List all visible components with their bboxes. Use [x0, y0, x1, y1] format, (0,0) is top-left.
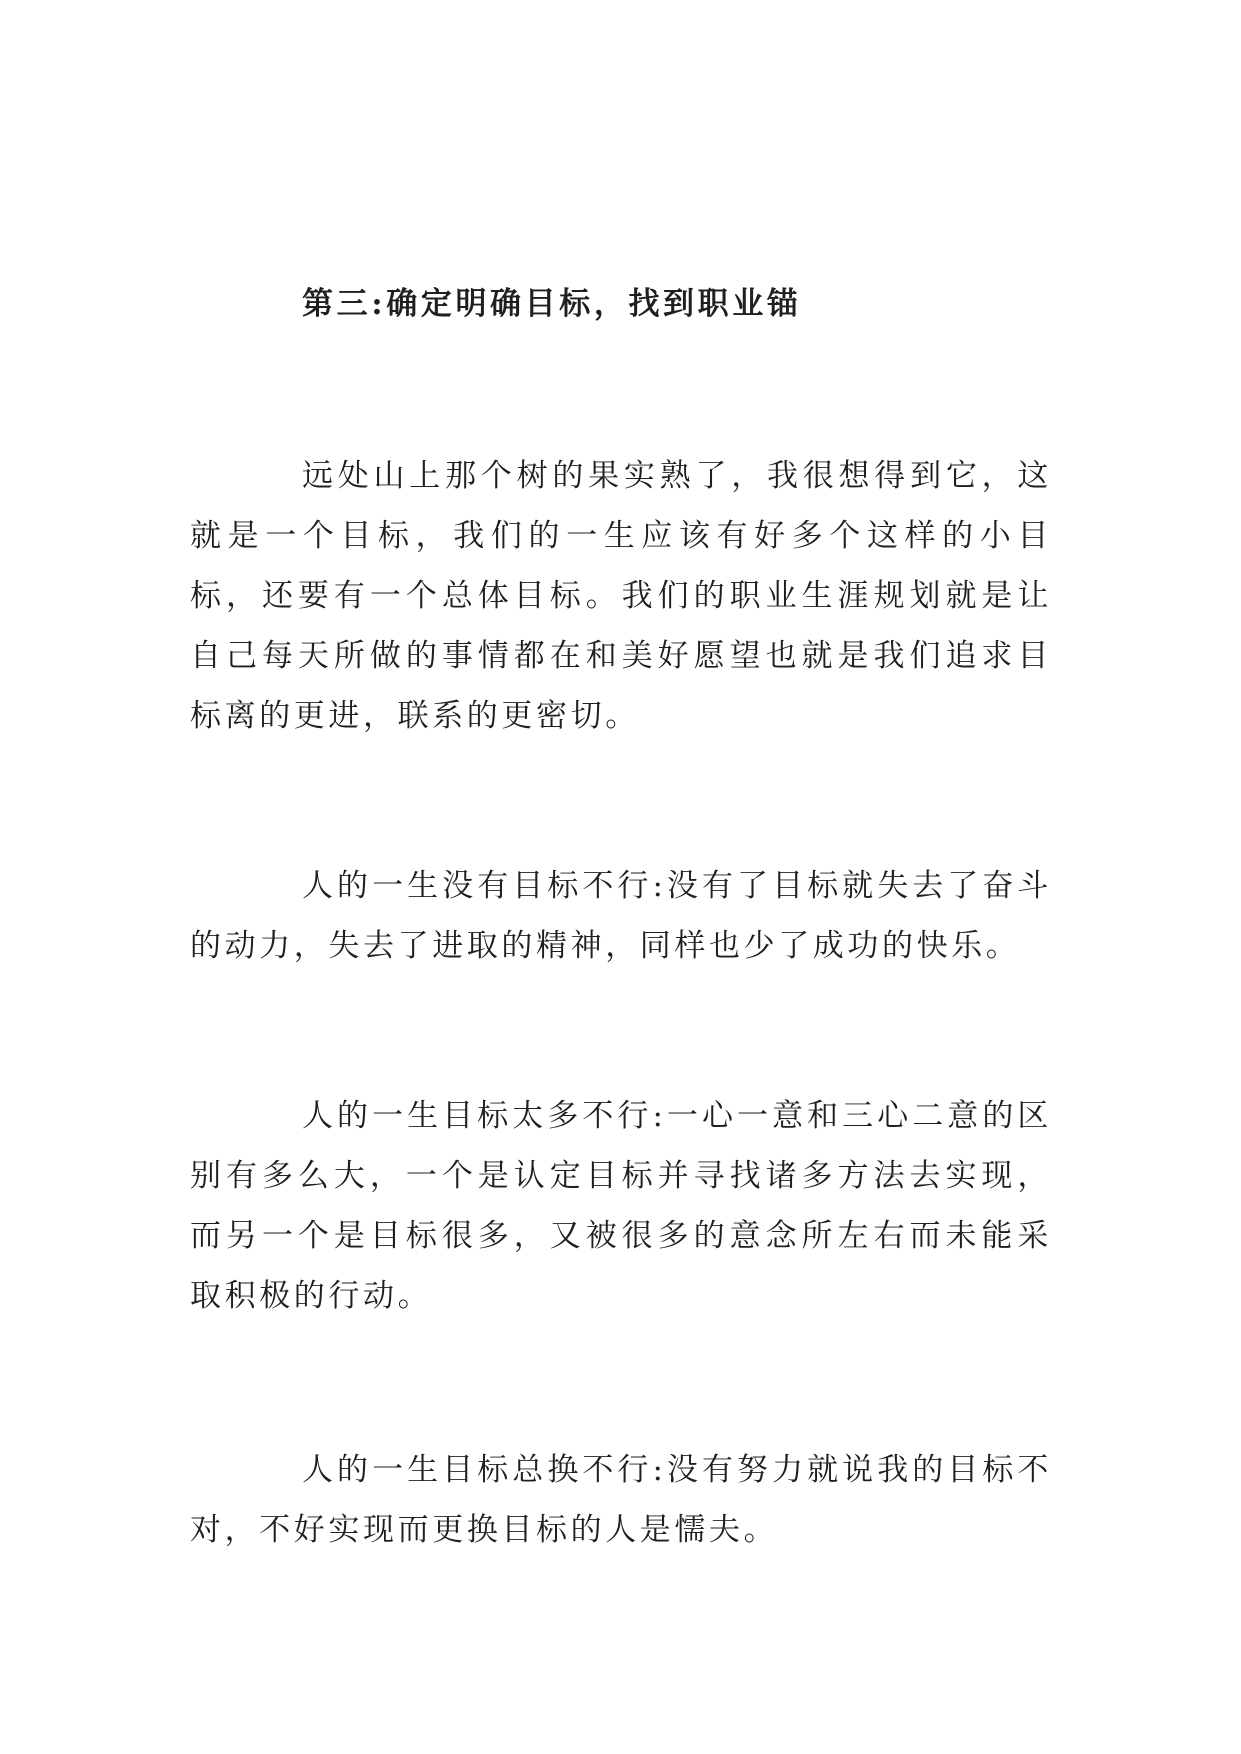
paragraph-goal-definition: 远处山上那个树的果实熟了，我很想得到它，这就是一个目标，我们的一生应该有好多个这样的小目标，还要有一个总体目标。我们的职业生涯规划就是让自己每天所做的事情都在和美好愿望也就是我们追求目标离的更进，联系的更密切。 [190, 458, 1052, 734]
paragraph-too-many-goals: 人的一生目标太多不行:一心一意和三心二意的区别有多么大，一个是认定目标并寻找诸多方法去实现，而另一个是目标很多，又被很多的意念所左右而未能采取积极的行动。 [190, 1098, 1052, 1314]
section-heading: 第三:确定明确目标，找到职业锚 [302, 286, 802, 322]
paragraph-no-goal: 人的一生没有目标不行:没有了目标就失去了奋斗的动力，失去了进取的精神，同样也少了成功的快乐。 [190, 868, 1052, 964]
paragraph-changing-goals: 人的一生目标总换不行:没有努力就说我的目标不对，不好实现而更换目标的人是懦夫。 [190, 1452, 1052, 1548]
